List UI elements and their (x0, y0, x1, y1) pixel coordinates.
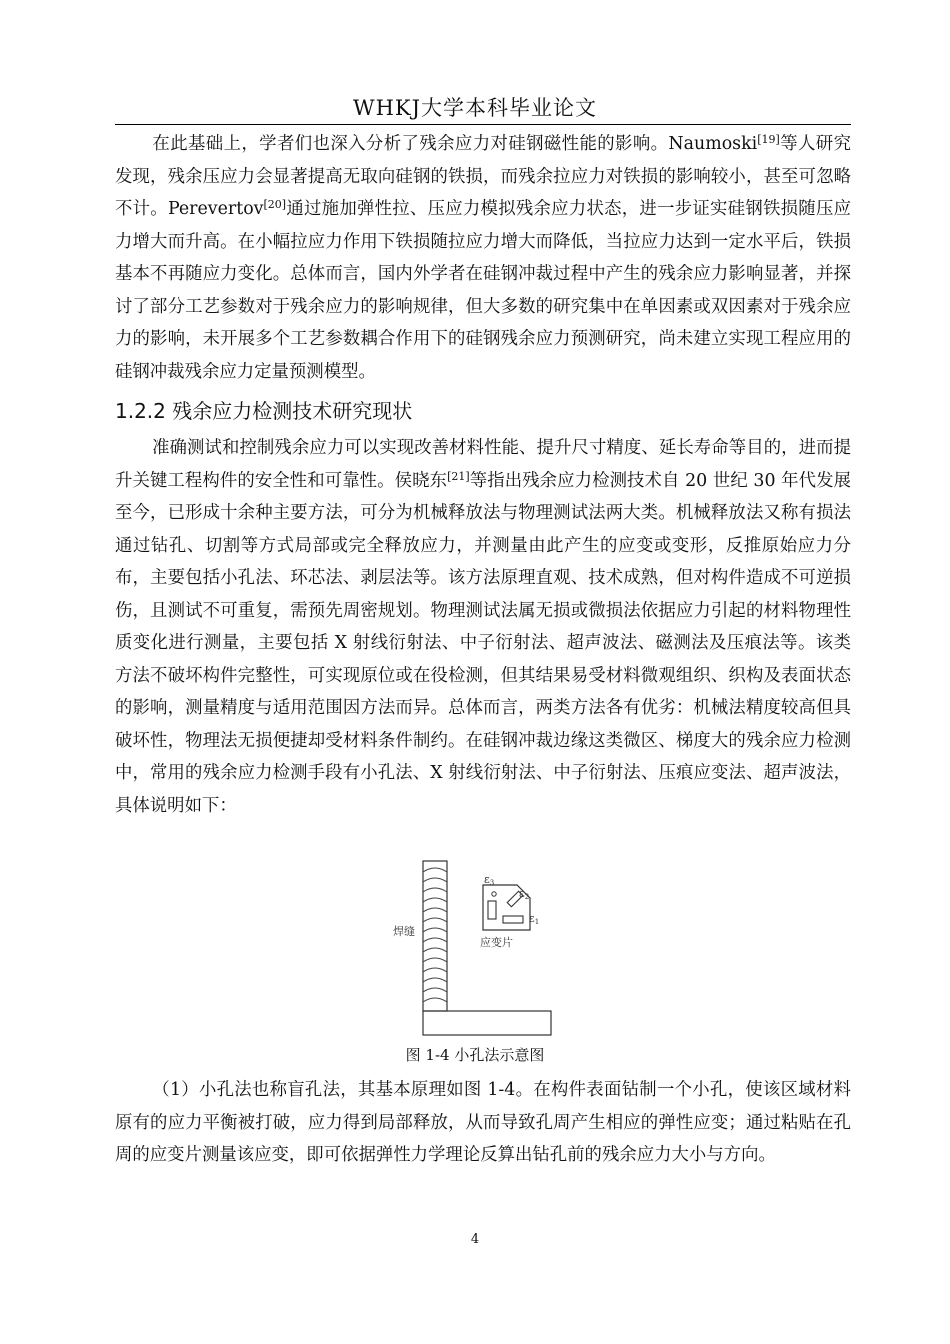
base-plate (423, 1011, 551, 1035)
citation-19: [19] (757, 133, 780, 146)
paragraph-1 (115, 128, 851, 388)
citation-20: [20] (263, 198, 287, 211)
weld-bead (423, 868, 447, 1002)
epsilon-2-label: ε2 (519, 887, 530, 901)
paragraph-2-text-a: 准确测试和控制残余应力可以实现改善材料性能、提升尺寸精度、延长寿命等目的，进而提升关键工程构件的安全性和可靠性。侯晓东 (115, 438, 851, 491)
weld-label: 焊缝 (393, 925, 415, 938)
gauge-element-1 (503, 916, 523, 923)
paragraph-2 (115, 432, 851, 822)
figure-caption: 图 1-4 小孔法示意图 (405, 1046, 545, 1064)
gauge-label: 应变片 (480, 936, 513, 949)
paragraph-2-text-b: 等指出残余应力检测技术自 20 世纪 30 年代发展至今，已形成十余种主要方法，可分为机械释放法与物理测试法两大类。机械释放法又称有损法通过钻孔、切割等方式局部或完全释放应力，并测量由此产生的应变或变形，反推原始应力分布，主要包括小孔法、环芯法、剥层法等。该方法原理直观、技术成熟，但对构件造成不可逆损伤，且测试不可重复，需预先周密规划。物理测试法属无损或微损法依据应力引起的材料物理性质变化进行测量，主要包括 X 射线衍射法、中子衍射法、超声波法、磁测法及压痕法等。该类方法不破坏构件完整性，可实现原位或在役检测，但其结果易受材料微观组织、织构及表面状态的影响，测量精度与适用范围因方法而异。总体而言，两类方法各有优劣：机械法精度较高但具破坏性，物理法无损便捷却受材料条件制约。在硅钢冲裁边缘这类微区、梯度大的残余应力检测中，常用的残余应力检测手段有小孔法、X 射线衍射法、中子衍射法、压痕应变法、超声波法，具体说明如下： (115, 470, 851, 816)
epsilon-3-label: ε3 (484, 873, 495, 887)
header-rule (115, 124, 851, 125)
page-number: 4 (470, 1232, 480, 1247)
drill-hole (492, 892, 496, 896)
paragraph-3-text: （1）小孔法也称盲孔法，其基本原理如图 1-4。在构件表面钻制一个小孔，使该区域材料原有的应力平衡被打破，应力得到局部释放，从而导致孔周产生相应的弹性应变；通过粘贴在孔周的应变片测量该应变，即可依据弹性力学理论反算出钻孔前的残余应力大小与方向。 (115, 1080, 851, 1165)
paragraph-1-text-c: 通过施加弹性拉、压应力模拟残余应力状态，进一步证实硅钢铁损随压应力增大而升高。在小幅拉应力作用下铁损随拉应力增大而降低，当拉应力达到一定水平后，铁损基本不再随应力变化。总体而言，国内外学者在硅钢冲裁过程中产生的残余应力影响显著，并探讨了部分工艺参数对于残余应力的影响规律，但大多数的研究集中在单因素或双因素对于残余应力的影响，未开展多个工艺参数耦合作用下的硅钢残余应力预测研究，尚未建立实现工程应用的硅钢冲裁残余应力定量预测模型。 (115, 199, 851, 382)
paragraph-1-text-b: 等人研究发现，残余压应力会显著提高无取向硅钢的铁损，而残余拉应力对铁损的影响较小，甚至可忽略不计。Perevertov (115, 134, 851, 219)
citation-21: [21] (447, 469, 470, 483)
hole-drilling-figure (380, 858, 580, 1044)
section-heading: 1.2.2 残余应力检测技术研究现状 (115, 399, 413, 423)
hole-drilling-diagram (380, 858, 580, 1044)
page-header: WHKJ大学本科毕业论文 (352, 96, 597, 120)
gauge-element-3 (488, 901, 496, 919)
paragraph-3 (115, 1074, 851, 1172)
epsilon-1-label: ε1 (529, 912, 540, 926)
paragraph-1-text-a: 在此基础上，学者们也深入分析了残余应力对硅钢磁性能的影响。Naumoski (152, 134, 758, 154)
